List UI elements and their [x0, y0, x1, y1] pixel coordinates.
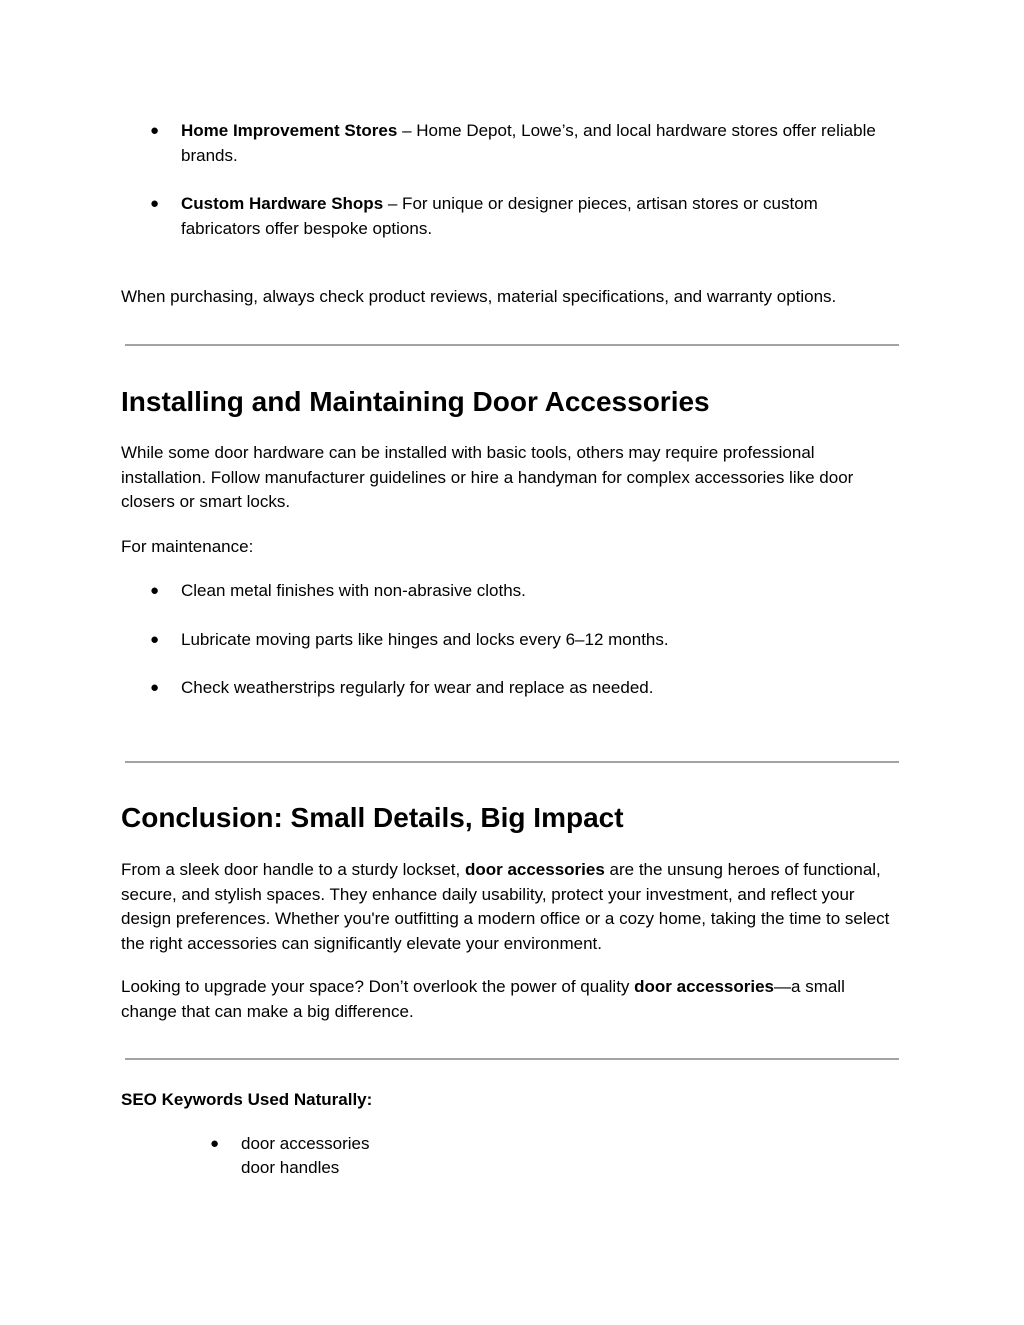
maintenance-label: For maintenance:	[121, 537, 254, 556]
keyword-item: door handles	[241, 1158, 340, 1177]
list-item-description: – Home Depot, Lowe’s, and local hardware stores offer reliable brands.	[181, 121, 876, 165]
list-item-text: Lubricate moving parts like hinges and locks every 6–12 months.	[181, 630, 669, 649]
horizontal-divider	[125, 761, 899, 763]
paragraph-text: are the unsung heroes of functional, secure, and stylish spaces. They enhance daily usability, protect your investment, and reflect your design preferences. Whether you're outfitting a modern office or a cozy home, taking the time to select the right accessories can significantly elevate your environment.	[121, 860, 890, 953]
bullet-icon: ●	[150, 582, 160, 599]
section-heading: Installing and Maintaining Door Accessories	[121, 386, 710, 417]
horizontal-divider	[125, 1058, 899, 1060]
list-item-text	[181, 119, 891, 168]
purchase-note: When purchasing, always check product reviews, material specifications, and warranty options.	[121, 287, 837, 306]
list-item-text	[181, 192, 891, 241]
bullet-icon: ●	[150, 122, 160, 139]
call-to-action-paragraph	[121, 975, 896, 1024]
list-item-title: Custom Hardware Shops	[181, 194, 384, 213]
list-item-text: Clean metal finishes with non-abrasive cloths.	[181, 581, 526, 600]
list-item-title: Home Improvement Stores	[181, 121, 398, 140]
conclusion-paragraph	[121, 858, 896, 956]
bullet-icon: ●	[210, 1135, 220, 1152]
list-item-description: – For unique or designer pieces, artisan stores or custom fabricators offer bespoke options.	[181, 194, 818, 238]
list-item-text: Check weatherstrips regularly for wear and replace as needed.	[181, 678, 654, 697]
paragraph-text: From a sleek door handle to a sturdy lockset,	[121, 860, 465, 879]
seo-keywords-label: SEO Keywords Used Naturally:	[121, 1090, 373, 1109]
installing-intro: While some door hardware can be installed with basic tools, others may require professional installation. Follow manufacturer guidelines or hire a handyman for complex accessories like door closers or smart locks.	[121, 443, 854, 511]
paragraph-text: —a small change that can make a big difference.	[121, 977, 845, 1021]
bullet-icon: ●	[150, 679, 160, 696]
bullet-icon: ●	[150, 195, 160, 212]
keyword-emphasis: door accessories	[464, 860, 605, 879]
keyword-item: door accessories	[241, 1134, 370, 1153]
bullet-icon: ●	[150, 631, 160, 648]
section-heading: Conclusion: Small Details, Big Impact	[121, 802, 624, 833]
keyword-emphasis: door accessories	[634, 977, 775, 996]
paragraph-text: Looking to upgrade your space? Don’t overlook the power of quality	[121, 977, 635, 996]
horizontal-divider	[125, 344, 899, 346]
